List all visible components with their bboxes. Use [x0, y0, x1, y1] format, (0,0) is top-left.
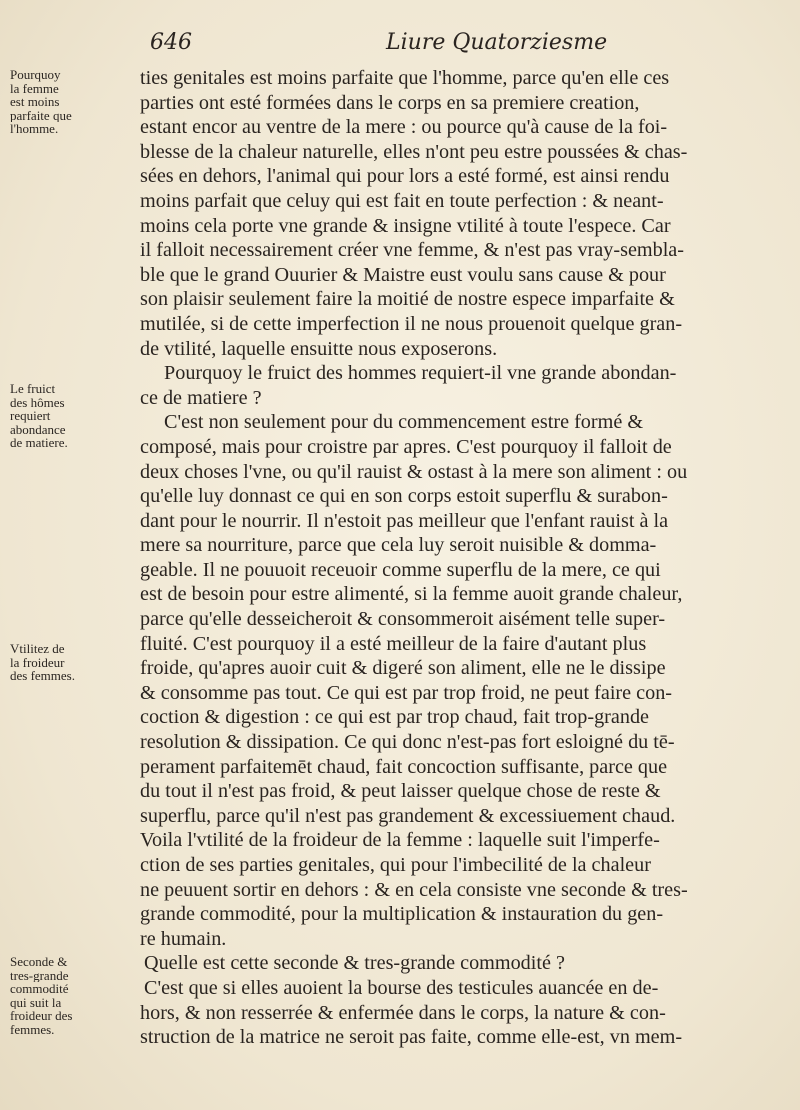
text-line: du tout il n'est pas froid, & peut laisser quelque chose de reste & [140, 780, 661, 803]
running-title: Liure Quatorziesme [386, 30, 608, 55]
text-line: de vtilité, laquelle ensuitte nous exposerons. [140, 337, 498, 360]
question-line: Pourquoy le fruict des hommes requiert-il vne grande abondan- [164, 362, 677, 385]
margin-note-3 [10, 642, 142, 683]
margin-note-line: parfaite que [10, 108, 72, 122]
answer-line: C'est non seulement pour du commencement estre formé & [164, 411, 644, 434]
text-line: coction & digestion : ce qui est par trop chaud, fait trop-grande [140, 706, 650, 729]
margin-note-1 [10, 68, 142, 136]
margin-note-line: commodité [10, 982, 69, 996]
text-line: parties ont esté formées dans le corps en sa premiere creation, [140, 91, 640, 114]
text-line: est de besoin pour estre alimenté, si la femme auoit grande chaleur, [140, 583, 683, 606]
text-line: hors, & non resserrée & enfermée dans le corps, la nature & con- [140, 1001, 666, 1024]
margin-note-line: de matiere. [10, 436, 68, 450]
text-line: froide, qu'apres auoir cuit & digeré son aliment, elle ne le dissipe [140, 657, 666, 680]
text-line: parce qu'elle desseicheroit & consommeroit aisément telle super- [140, 608, 666, 631]
text-line: moins parfait que celuy qui est fait en toute perfection : & neant- [140, 189, 664, 212]
text-line: & consomme pas tout. Ce qui est par trop froid, ne peut faire con- [140, 681, 673, 704]
text-line: superflu, parce qu'il n'est pas grandement & excessiuement chaud. [140, 804, 676, 827]
text-line: re humain. [140, 927, 227, 950]
answer-line: C'est que si elles auoient la bourse des testicules auancée en de- [144, 976, 659, 999]
main-text [140, 66, 785, 1050]
margin-note-line: des hômes [10, 395, 65, 409]
margin-note-line: requiert [10, 409, 51, 423]
text-line: mere sa nourriture, parce que cela luy seroit nuisible & domma- [140, 534, 657, 557]
text-line: geable. Il ne pouuoit receuoir comme superflu de la mere, ce qui [140, 558, 661, 581]
margin-note-line: tres-grande [10, 968, 69, 982]
text-line: resolution & dissipation. Ce qui donc n'est-pas fort esloigné du tē- [140, 731, 675, 754]
text-line: il falloit necessairement créer vne femme, & n'est pas vray-sembla- [140, 239, 684, 262]
text-line: sées en dehors, l'animal qui pour lors a esté formé, est ainsi rendu [140, 165, 670, 188]
text-line: ction de ses parties genitales, qui pour l'imbecilité de la chaleur [140, 854, 651, 876]
text-line: qu'elle luy donnast ce qui en son corps estoit superflu & surabon- [140, 485, 668, 508]
margin-note-line: froideur des [10, 1009, 73, 1023]
text-line: fluité. C'est pourquoy il a esté meilleur de la faire d'autant plus [140, 632, 647, 655]
margin-note-line: Seconde & [10, 955, 68, 969]
text-line: ne peuuent sortir en dehors : & en cela consiste vne seconde & tres- [140, 878, 688, 901]
margin-note-line: est moins [10, 95, 60, 109]
text-line: dant pour le nourrir. Il n'estoit pas meilleur que l'enfant rauist à la [140, 509, 669, 532]
text-line: ties genitales est moins parfaite que l'homme, parce qu'en elle ces [140, 67, 670, 89]
margin-note-line: la froideur [10, 655, 65, 669]
page-header [150, 30, 790, 64]
margin-note-line: qui suit la [10, 995, 62, 1009]
text-line: ble que le grand Ouurier & Maistre eust voulu sans cause & pour [140, 263, 666, 286]
margin-note-line: la femme [10, 81, 59, 95]
text-line: blesse de la chaleur naturelle, elles n'ont peu estre poussées & chas- [140, 140, 688, 163]
margin-note-2 [10, 382, 142, 450]
margin-note-line: abondance [10, 422, 66, 436]
text-line: grande commodité, pour la multiplication & instauration du gen- [140, 903, 664, 926]
text-line: estant encor au ventre de la mere : ou pource qu'à cause de la foi- [140, 116, 668, 139]
text-line: struction de la matrice ne seroit pas faite, comme elle-est, vn mem- [140, 1026, 683, 1049]
margin-note-line: Vtilitez de [10, 642, 65, 656]
margin-note-line: l'homme. [10, 122, 59, 136]
text-line: composé, mais pour croistre par apres. C'est pourquoy il falloit de [140, 435, 672, 458]
text-line: perament parfaitemēt chaud, fait concoction suffisante, parce que [140, 755, 668, 778]
margin-note-line: des femmes. [10, 669, 75, 683]
question-line: ce de matiere ? [140, 386, 262, 409]
text-line: moins cela porte vne grande & insigne vtilité à toute l'espece. Car [140, 214, 671, 237]
question-line: Quelle est cette seconde & tres-grande commodité ? [144, 952, 565, 975]
text-line: Voila l'vtilité de la froideur de la femme : laquelle suit l'imperfe- [140, 829, 660, 852]
text-line: son plaisir seulement faire la moitié de nostre espece imparfaite & [140, 288, 675, 311]
margin-note-4 [10, 955, 142, 1036]
text-line: mutilée, si de cette imperfection il ne nous prouenoit quelque gran- [140, 312, 683, 335]
margin-note-line: femmes. [10, 1022, 55, 1036]
text-line: deux choses l'vne, ou qu'il rauist & ostast à la mere son aliment : ou [140, 460, 688, 483]
margin-note-line: Pourquoy [10, 68, 61, 82]
page-number: 646 [150, 30, 192, 55]
margin-note-line: Le fruict [10, 382, 56, 396]
